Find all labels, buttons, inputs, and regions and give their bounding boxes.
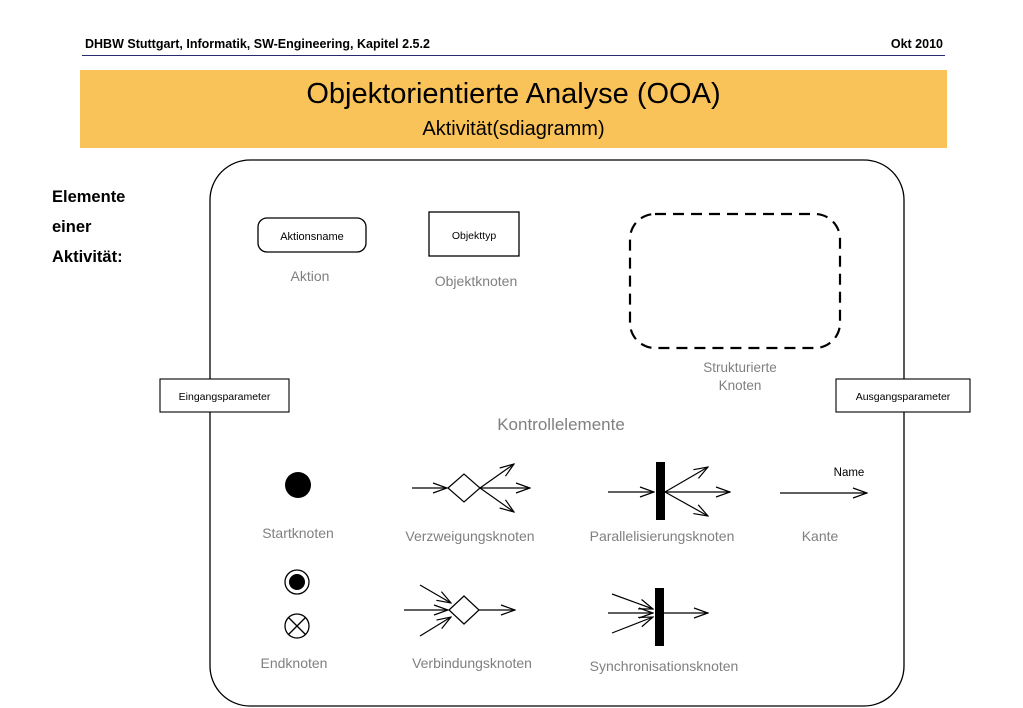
structured-node-caption-line-2: Knoten [718, 378, 762, 393]
structured-node-shape [630, 214, 840, 348]
fork-node-icon [608, 462, 730, 520]
merge-node-caption: Verbindungsknoten [412, 655, 532, 671]
action-caption: Aktion [290, 268, 330, 284]
slide-title: Objektorientierte Analyse (OOA) [306, 78, 721, 110]
header-date: Okt 2010 [890, 37, 943, 51]
control-elements-heading: Kontrollelemente [497, 415, 625, 434]
flow-final-node-icon [285, 614, 309, 638]
merge-node-icon [404, 585, 515, 636]
join-node-caption: Synchronisationsknoten [589, 658, 739, 674]
side-label-line-2: einer [52, 218, 92, 236]
fork-node-caption: Parallelisierungsknoten [589, 528, 735, 544]
start-node-icon [285, 472, 311, 498]
decision-node-caption: Verzweigungsknoten [405, 528, 535, 544]
side-label-line-1: Elemente [52, 188, 126, 206]
end-node-caption: Endknoten [260, 655, 328, 671]
edge-name-label: Name [833, 467, 865, 479]
object-node-label: Objekttyp [451, 230, 497, 242]
activity-final-node-icon [285, 570, 309, 594]
start-node-caption: Startknoten [262, 525, 334, 541]
action-node-label: Aktionsname [280, 231, 344, 243]
object-node-caption: Objektknoten [434, 273, 518, 289]
edge-caption: Kante [801, 528, 839, 544]
structured-node-caption-line-1: Strukturierte [703, 360, 777, 375]
join-node-icon [608, 588, 708, 646]
slide-subtitle: Aktivität(sdiagramm) [422, 118, 605, 140]
header-course-info: DHBW Stuttgart, Informatik, SW-Engineering, Kapitel 2.5.2 [85, 37, 430, 51]
output-parameter-label: Ausgangsparameter [855, 391, 951, 403]
decision-node-icon [412, 464, 530, 512]
input-parameter-label: Eingangsparameter [178, 391, 271, 403]
side-label-line-3: Aktivität: [52, 248, 123, 266]
